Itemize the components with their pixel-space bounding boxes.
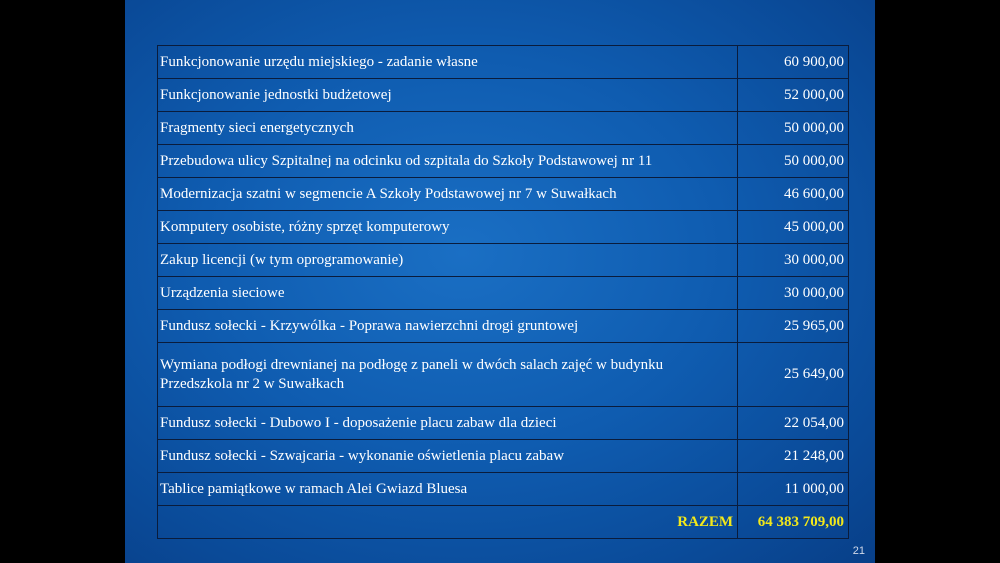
- table-row: [158, 79, 849, 112]
- task-amount: 50 000,00: [738, 112, 849, 145]
- table-row: [158, 211, 849, 244]
- task-name: Tablice pamiątkowe w ramach Alei Gwiazd Bluesa: [158, 473, 738, 506]
- task-amount: 21 248,00: [738, 440, 849, 473]
- task-name: Fundusz sołecki - Krzywólka - Poprawa nawierzchni drogi gruntowej: [158, 310, 738, 343]
- total-amount: 64 383 709,00: [738, 506, 849, 539]
- task-name: Funkcjonowanie urzędu miejskiego - zadanie własne: [158, 46, 738, 79]
- budget-table: [157, 45, 849, 539]
- task-amount: 60 900,00: [738, 46, 849, 79]
- task-amount: 30 000,00: [738, 244, 849, 277]
- table-row: [158, 145, 849, 178]
- task-amount: 25 965,00: [738, 310, 849, 343]
- table-row: [158, 112, 849, 145]
- task-name: Modernizacja szatni w segmencie A Szkoły Podstawowej nr 7 w Suwałkach: [158, 178, 738, 211]
- table-row: [158, 46, 849, 79]
- table-row: [158, 277, 849, 310]
- task-amount: 46 600,00: [738, 178, 849, 211]
- task-amount: 30 000,00: [738, 277, 849, 310]
- task-name: Urządzenia sieciowe: [158, 277, 738, 310]
- slide: [125, 0, 875, 563]
- table-row: [158, 310, 849, 343]
- total-row: [158, 506, 849, 539]
- task-name: Fragmenty sieci energetycznych: [158, 112, 738, 145]
- task-name: Fundusz sołecki - Szwajcaria - wykonanie oświetlenia placu zabaw: [158, 440, 738, 473]
- table-row: [158, 244, 849, 277]
- task-amount: 45 000,00: [738, 211, 849, 244]
- table-row: [158, 178, 849, 211]
- task-amount: 52 000,00: [738, 79, 849, 112]
- task-name: Zakup licencji (w tym oprogramowanie): [158, 244, 738, 277]
- task-name: Funkcjonowanie jednostki budżetowej: [158, 79, 738, 112]
- page-number: 21: [852, 545, 865, 557]
- task-name: Komputery osobiste, różny sprzęt komputerowy: [158, 211, 738, 244]
- total-label: RAZEM: [158, 506, 738, 539]
- task-amount: 50 000,00: [738, 145, 849, 178]
- task-name: Fundusz sołecki - Dubowo I - doposażenie placu zabaw dla dzieci: [158, 407, 738, 440]
- table-row: [158, 343, 849, 407]
- task-amount: 11 000,00: [738, 473, 849, 506]
- task-amount: 25 649,00: [738, 343, 849, 407]
- task-amount: 22 054,00: [738, 407, 849, 440]
- table-row: [158, 407, 849, 440]
- table-row: [158, 440, 849, 473]
- task-name: Wymiana podłogi drewnianej na podłogę z paneli w dwóch salach zajęć w budynku Przedszkola nr 2 w Suwałkach: [158, 343, 738, 407]
- task-name: Przebudowa ulicy Szpitalnej na odcinku od szpitala do Szkoły Podstawowej nr 11: [158, 145, 738, 178]
- table-row: [158, 473, 849, 506]
